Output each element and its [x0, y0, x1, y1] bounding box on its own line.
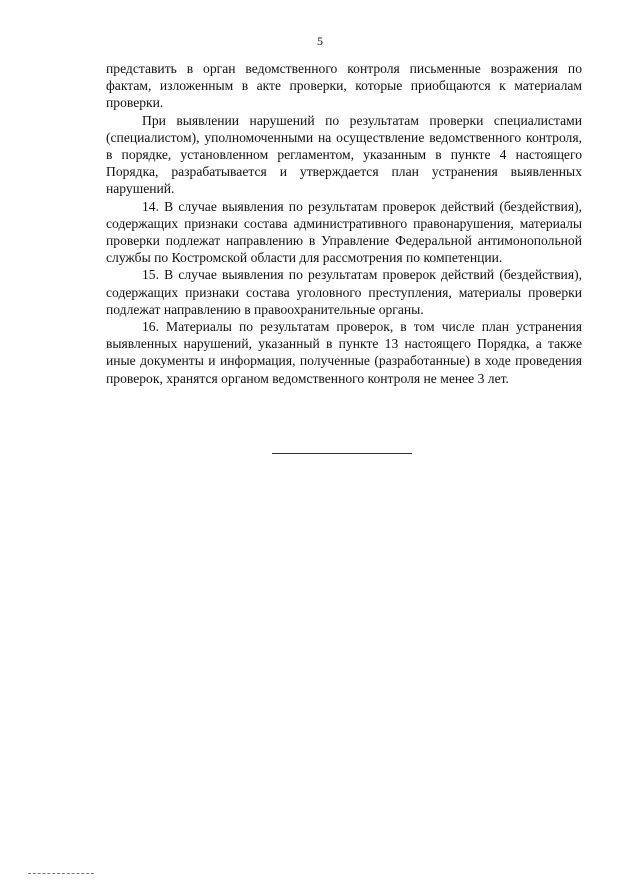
paragraph-violations-plan: При выявлении нарушений по результатам проверки специалистами (специалистом), уполномоченными на осуществление ведомственного контроля, в порядке, установленном регламентом, указанным в пункте 4 настоящего Порядка, разрабатывается и утверждается план устранения выявленных нарушений. [106, 112, 582, 197]
document-body [106, 60, 582, 387]
footer-scan-mark [28, 873, 94, 874]
page-number: 5 [317, 34, 323, 48]
paragraph-continuation: представить в орган ведомственного контроля письменные возражения по фактам, изложенным в акте проверки, которые приобщаются к материалам проверки. [106, 61, 582, 111]
paragraph-item-15: 15. В случае выявления по результатам проверок действий (бездействия), содержащих признаки состава уголовного преступления, материалы проверки подлежат направлению в правоохранительные органы. [106, 267, 582, 317]
end-of-document-divider [272, 453, 412, 454]
paragraph-item-16: 16. Материалы по результатам проверок, в том числе план устранения выявленных нарушений, указанный в пункте 13 настоящего Порядка, а также иные документы и информация, полученные (разработанные) в ходе проведения проверок, хранятся органом ведомственного контроля не менее 3 лет. [106, 319, 582, 386]
paragraph-item-14: 14. В случае выявления по результатам проверок действий (бездействия), содержащих признаки состава административного правонарушения, материалы проверки подлежат направлению в Управление Федеральной антимонопольной службы по Костромской области для рассмотрения по компетенции. [106, 198, 582, 266]
